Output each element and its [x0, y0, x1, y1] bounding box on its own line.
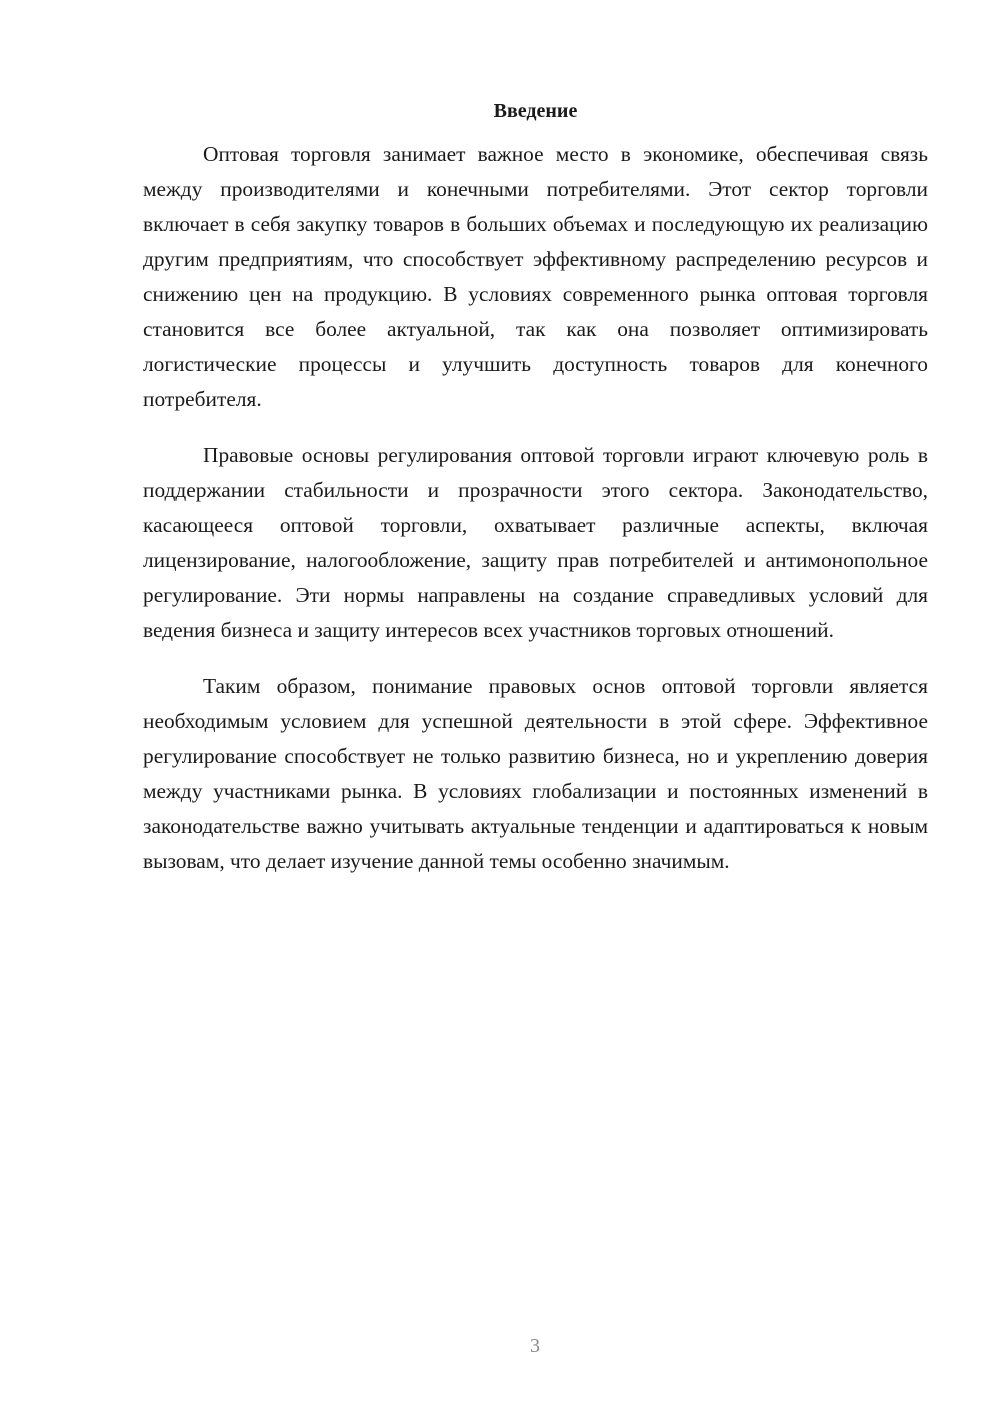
page-number: 3: [530, 1335, 540, 1357]
paragraph-2: Правовые основы регулирования оптовой торговли играют ключевую роль в поддержании стабильности и прозрачности этого сектора. Законодательство, касающееся оптовой торговли, охватывает различные аспекты, включая лицензирование, налогообложение, защиту прав потребителей и антимонопольное регулирование. Эти нормы направлены на создание справедливых условий для ведения бизнеса и защиту интересов всех участников торговых отношений.: [143, 443, 928, 642]
page-content: [143, 96, 928, 879]
paragraph-1: Оптовая торговля занимает важное место в экономике, обеспечивая связь между производителями и конечными потребителями. Этот сектор торговли включает в себя закупку товаров в больших объемах и последующую их реализацию другим предприятиям, что способствует эффективному распределению ресурсов и снижению цен на продукцию. В условиях современного рынка оптовая торговля становится все более актуальной, так как она позволяет оптимизировать логистические процессы и улучшить доступность товаров для конечного потребителя.: [143, 142, 928, 411]
paragraph-3: Таким образом, понимание правовых основ оптовой торговли является необходимым условием для успешной деятельности в этой сфере. Эффективное регулирование способствует не только развитию бизнеса, но и укреплению доверия между участниками рынка. В условиях глобализации и постоянных изменений в законодательстве важно учитывать актуальные тенденции и адаптироваться к новым вызовам, что делает изучение данной темы особенно значимым.: [143, 674, 928, 873]
section-heading: Введение: [493, 100, 578, 122]
